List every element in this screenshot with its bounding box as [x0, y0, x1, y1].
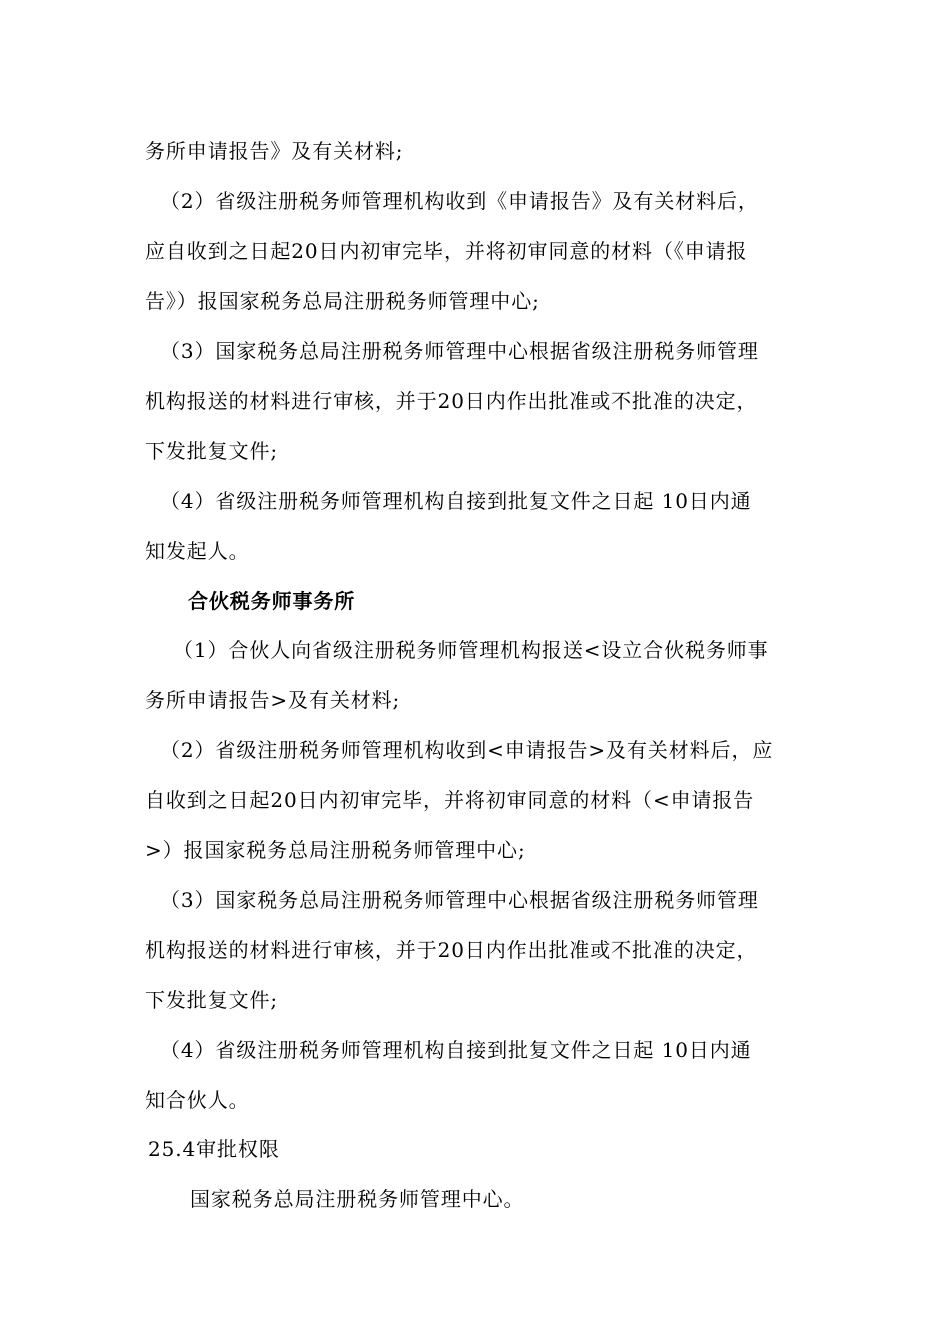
text-line: 应自收到之日起20日内初审完毕，并将初审同意的材料（《申请报 — [145, 239, 748, 263]
text-line: 告》）报国家税务总局注册税务师管理中心; — [145, 289, 540, 313]
text-line: 务所申请报告>及有关材料; — [145, 688, 401, 712]
text-line: （2）省级注册税务师管理机构收到<申请报告>及有关材料后，应 — [160, 738, 774, 762]
text-line: （1）合伙人向省级注册税务师管理机构报送<设立合伙税务师事 — [173, 638, 769, 662]
text-line: 自收到之日起20日内初审完毕，并将初审同意的材料（<申请报告 — [145, 788, 755, 812]
text-line: 知发起人。 — [145, 539, 250, 563]
text-line: （4）省级注册税务师管理机构自接到批复文件之日起 10日内通 — [160, 1038, 752, 1062]
text-line: （3）国家税务总局注册税务师管理中心根据省级注册税务师管理 — [160, 339, 759, 363]
text-line: 国家税务总局注册税务师管理中心。 — [190, 1187, 525, 1211]
text-line: >）报国家税务总局注册税务师管理中心; — [145, 838, 526, 862]
text-line: （2）省级注册税务师管理机构收到《申请报告》及有关材料后， — [160, 189, 759, 213]
text-line: 知合伙人。 — [145, 1088, 250, 1112]
text-line: （3）国家税务总局注册税务师管理中心根据省级注册税务师管理 — [160, 888, 759, 912]
text-line: 机构报送的材料进行审核，并于20日内作出批准或不批准的决定， — [145, 938, 758, 962]
text-line: 务所申请报告》及有关材料; — [145, 139, 404, 163]
text-line: 机构报送的材料进行审核，并于20日内作出批准或不批准的决定， — [145, 389, 758, 413]
text-line: 下发批复文件; — [145, 439, 279, 463]
text-line: 下发批复文件; — [145, 988, 279, 1012]
text-line: （4）省级注册税务师管理机构自接到批复文件之日起 10日内通 — [160, 489, 752, 513]
section-heading-25-4: 25.4审批权限 — [148, 1137, 280, 1161]
section-heading: 合伙税务师事务所 — [188, 589, 356, 613]
